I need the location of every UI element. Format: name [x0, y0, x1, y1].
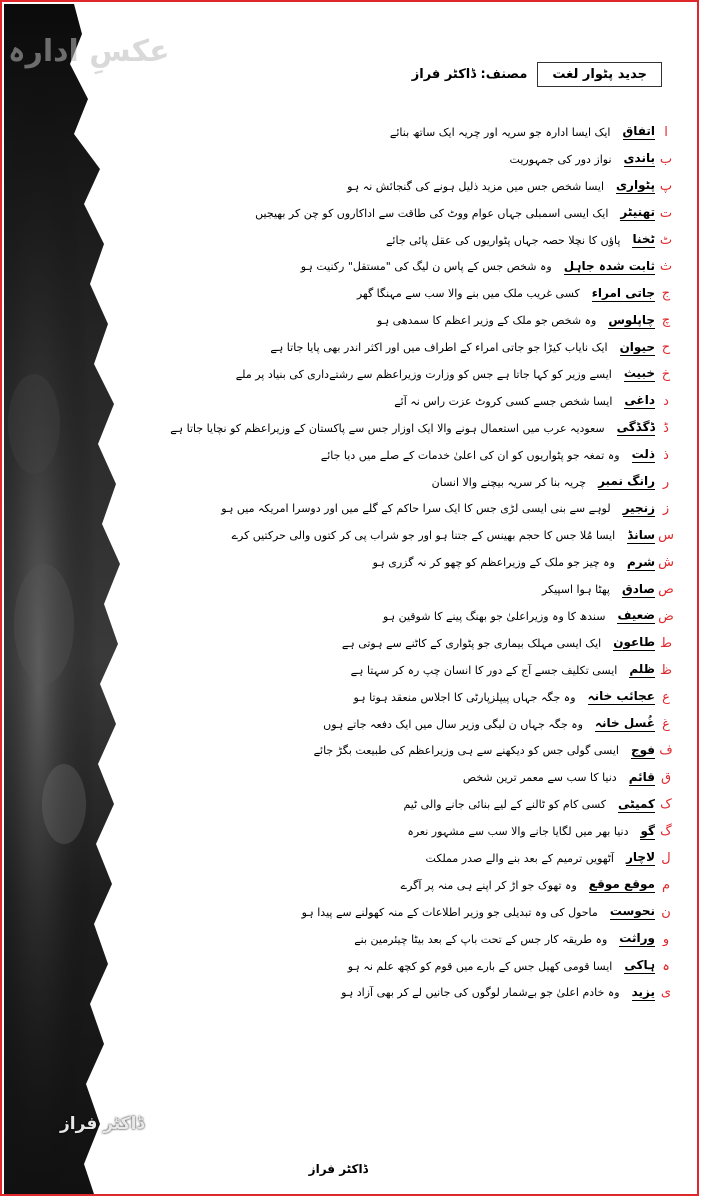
entry-letter: ز: [662, 501, 670, 517]
list-item: [132, 522, 677, 549]
entry-word: عجائب خانہ: [587, 689, 655, 704]
entry-definition: پاؤں کا نچلا حصہ جہاں پٹواریوں کی عقل پائی جائے: [385, 233, 621, 247]
entry-letter: م: [661, 877, 671, 893]
entry-definition: ایسے وزیر کو کہا جاتا ہے جس کو وزارت وزیراعظم سے رشتےداری کی بنیاد پر ملے: [235, 367, 612, 381]
entry-word: یزید: [631, 984, 655, 999]
entry-word: ڈگڈگی: [616, 420, 655, 435]
entry-definition: وہ تھوک جو اڑ کر اپنے ہی منہ پر آگرے: [400, 878, 577, 892]
entry-definition: ایک ایسا ادارہ جو سریہ اور چریہ ایک ساتھ بنائے: [389, 125, 611, 139]
entry-word: قائم: [628, 769, 655, 784]
entry-letter: ط: [659, 635, 673, 651]
entry-definition: سندھ کا وہ وزیراعلیٰ جو بھنگ پینے کا شوقین ہو: [382, 609, 606, 623]
list-item: [132, 415, 677, 442]
entry-definition: وہ شخص جس کے پاس ن لیگ کی "مستقل" رکنیت ہو: [300, 260, 552, 274]
entry-definition: ماحول کی وہ تبدیلی جو وزیر اطلاعات کے منہ کھولنے سے پیدا ہو: [301, 905, 598, 919]
entry-letter: ہ: [662, 958, 670, 974]
entry-letter: ش: [658, 555, 674, 571]
list-item: [132, 953, 677, 980]
entry-letter: ل: [661, 850, 671, 866]
entry-word: نحوست: [609, 904, 655, 919]
list-item: [132, 442, 677, 469]
list-item: [132, 845, 677, 872]
list-item: [132, 549, 677, 576]
entry-letter: ٹ: [659, 232, 673, 248]
entry-definition: دنیا کا سب سے معمر ترین شخص: [462, 771, 617, 785]
list-item: [132, 872, 677, 899]
page-title: جدید پٹوار لغت: [537, 62, 662, 87]
entry-word: گو: [640, 823, 655, 838]
entry-letter: ح: [661, 340, 671, 356]
entry-definition: آٹھویں ترمیم کے بعد بنے والے صدر مملکت: [425, 851, 614, 865]
entry-letter: ق: [660, 770, 672, 786]
entry-letter: خ: [661, 366, 671, 382]
entry-definition: وہ تمغہ جو پٹواریوں کو ان کی اعلیٰ خدمات کے صلے میں دیا جائے: [320, 448, 620, 462]
entry-letter: ڈ: [663, 420, 669, 436]
list-item: [132, 388, 677, 415]
entry-letter: ث: [659, 259, 673, 275]
entry-letter: و: [662, 931, 670, 947]
entry-word: داغی: [624, 393, 655, 408]
entry-definition: وہ خادم اعلیٰ جو بےشمار لوگوں کی جانیں لے کر بھی آزاد ہو: [341, 986, 620, 1000]
entry-definition: نواز دور کی جمہوریت: [509, 152, 612, 166]
entry-definition: ایسا شخص جس میں مزید ذلیل ہونے کی گنجائش نہ ہو: [347, 179, 605, 193]
list-item: [132, 899, 677, 926]
entry-letter: ب: [659, 151, 673, 167]
entry-word: ٹخنا: [632, 232, 655, 246]
entry-letter: ی: [660, 985, 672, 1001]
entry-letter: ر: [662, 474, 670, 490]
entry-word: ضعیف: [617, 608, 655, 623]
list-item: [132, 576, 677, 603]
list-item: [132, 764, 677, 791]
artwork-signature: ڈاکٹر فراز: [60, 1114, 145, 1134]
list-item: [132, 200, 677, 227]
entry-word: کمیٹی: [618, 796, 655, 811]
entry-word: ثابت شدہ جاہل: [563, 258, 655, 273]
entry-word: جاتی امراء: [591, 285, 655, 300]
entry-definition: چریہ بنا کر سریہ بیچنے والا انسان: [431, 475, 587, 489]
torn-paper-image: [4, 4, 122, 1194]
entry-definition: وہ چیز جو ملک کے وزیراعظم کو چھو کر نہ گزری ہو: [372, 556, 615, 570]
entry-letter: ع: [662, 689, 670, 705]
entry-letter: ا: [664, 124, 668, 140]
list-item: [132, 495, 677, 522]
entry-letter: ظ: [659, 662, 673, 678]
entry-letter: ف: [659, 743, 673, 759]
entry-definition: ایسی تکلیف جسے آج کے دور کا انسان چپ رہ کر سہتا ہے: [350, 663, 618, 677]
list-item: [132, 361, 677, 388]
list-item: [132, 227, 677, 254]
list-item: [132, 173, 677, 200]
entry-word: طاعون: [613, 635, 655, 650]
entry-letter: چ: [661, 313, 671, 329]
list-item: [132, 119, 677, 146]
list-item: [132, 307, 677, 334]
list-item: [132, 926, 677, 953]
entry-definition: دنیا بھر میں لگایا جانے والا سب سے مشہور نعرہ: [407, 825, 629, 839]
list-item: [132, 791, 677, 818]
entry-definition: لوہے سے بنی ایسی لڑی جس کا ایک سرا حاکم کے گلے میں اور دوسرا امریکہ میں ہو: [221, 502, 611, 516]
entry-definition: ایک ایسی مہلک بیماری جو پٹواری کے کاٹنے سے ہوتی ہے: [341, 636, 602, 650]
page-header: [332, 58, 662, 90]
side-artwork: [4, 4, 170, 1194]
entry-letter: د: [663, 393, 669, 409]
entry-letter: ت: [659, 205, 673, 221]
entry-letter: ذ: [663, 447, 669, 463]
artwork-title-text: عکسِ ادارہ: [8, 34, 170, 69]
entry-definition: وہ شخص جو ملک کے وزیر اعظم کا سمدھی ہو: [377, 314, 597, 328]
entry-letter: ص: [658, 582, 674, 598]
list-item: [132, 603, 677, 630]
entry-definition: ایسا شخص جسے کسی کروٹ عزت راس نہ آئے: [394, 394, 613, 408]
entry-definition: ایک نایاب کیڑا جو جاتی امراء کے اطراف میں اور اکثر اندر بھی پایا جاتا ہے: [270, 341, 608, 355]
entry-letter: ن: [661, 904, 671, 920]
entry-word: موقع موقع: [588, 877, 655, 892]
entry-letter: پ: [659, 178, 673, 194]
entry-word: صادق: [622, 581, 655, 596]
entry-word: ظلم: [629, 662, 655, 677]
entry-letter: س: [658, 528, 674, 544]
entry-word: پٹواری: [616, 178, 655, 193]
entry-word: ذلت: [631, 447, 655, 462]
list-item: [132, 280, 677, 307]
entry-definition: وہ جگہ جہاں ن لیگی وزیر سال میں ایک دفعہ جاتے ہوں: [323, 717, 583, 731]
entry-word: وراثت: [619, 931, 655, 946]
entry-letter: ض: [658, 608, 674, 624]
list-item: [132, 737, 677, 764]
list-item: [132, 818, 677, 845]
list-item: [132, 334, 677, 361]
entry-word: لاچار: [626, 850, 655, 865]
entry-definition: ایسا قومی کھیل جس کے بارے میں قوم کو کچھ علم نہ ہو: [347, 959, 613, 973]
entry-definition: کسی کام کو ٹالنے کے لیے بنائی جانے والی ٹیم: [403, 798, 607, 812]
author-line: مصنف: ڈاکٹر فراز: [411, 66, 528, 82]
list-item: [132, 146, 677, 173]
list-item: [132, 657, 677, 684]
list-item: [132, 711, 677, 738]
entry-word: غُسل خانہ: [595, 716, 655, 731]
entry-word: تھنیٹر: [620, 205, 655, 220]
entry-word: ہاکی: [624, 958, 655, 973]
glossary-list: [132, 119, 677, 1006]
entry-word: فوج: [630, 742, 655, 757]
entry-letter: ج: [661, 286, 671, 302]
entry-definition: کسی غریب ملک میں بنے والا سب سے مہنگا گھر: [356, 287, 580, 301]
entry-definition: ایک ایسی اسمبلی جہاں عوام ووٹ کی طاقت سے اداکاروں کو چن کر بھیجیں: [255, 206, 609, 220]
entry-definition: وہ جگہ جہاں پیپلزپارٹی کا اجلاس منعقد ہوتا ہو: [353, 690, 576, 704]
entry-word: چاپلوس: [608, 312, 655, 327]
entry-letter: ک: [660, 797, 672, 813]
entry-definition: ایسا مُلا جس کا حجم بھینس کے جتنا ہو اور جو شراب پی کر کتوں والی حرکتیں کرے: [231, 529, 616, 543]
list-item: [132, 980, 677, 1007]
entry-definition: ایسی گولی جس کو دیکھنے سے ہی وزیراعظم کی طبیعت بگڑ جائے: [313, 744, 619, 758]
entry-word: شرم: [626, 554, 655, 569]
entry-letter: غ: [662, 716, 670, 732]
entry-word: زنجیر: [622, 500, 655, 515]
list-item: [132, 630, 677, 657]
entry-word: سانڈ: [627, 527, 655, 542]
entry-definition: وہ طریقہ کار جس کے تحت باپ کے بعد بیٹا چیئرمین بنے: [354, 932, 608, 946]
entry-word: باندی: [623, 151, 655, 166]
entry-word: رانگ نمبر: [598, 474, 655, 489]
entry-word: خبیث: [623, 366, 655, 381]
entry-word: حیوان: [619, 339, 655, 354]
footer-signature: ڈاکٹر فراز: [308, 1162, 368, 1176]
list-item: [132, 253, 677, 280]
entry-letter: گ: [660, 824, 672, 840]
entry-word: اتفاق: [622, 124, 655, 139]
list-item: [132, 469, 677, 496]
entry-definition: سعودیہ عرب میں استعمال ہونے والا ایک اوزار جس سے پاکستان کے وزیراعظم کو نچایا جاتا ہے: [170, 421, 605, 435]
list-item: [132, 684, 677, 711]
entry-definition: پھٹا ہوا اسپیکر: [541, 583, 610, 597]
